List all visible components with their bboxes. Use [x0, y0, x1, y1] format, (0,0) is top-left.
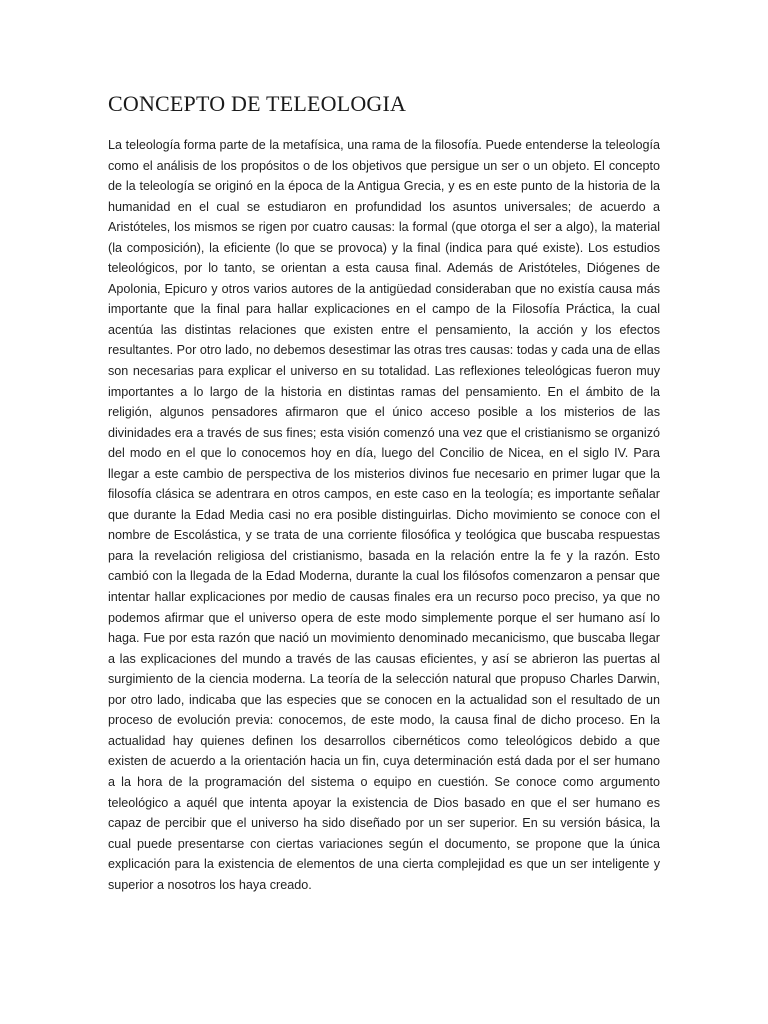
document-paragraph: La teleología forma parte de la metafísica, una rama de la filosofía. Puede entenderse la teleología como el análisis de los propósitos o de los objetivos que persigue un ser o un objeto. El concepto de la teleología se originó en la época de la Antigua Grecia, y es en este punto de la historia de la humanidad en el cual se estudiaron en profundidad los asuntos universales; de acuerdo a Aristóteles, los mismos se rigen por cuatro causas: la formal (que otorga el ser a algo), la material (la composición), la eficiente (lo que se provoca) y la final (indica para qué existe). Los estudios teleológicos, por lo tanto, se orientan a esta causa final. Además de Aristóteles, Diógenes de Apolonia, Epicuro y otros varios autores de la antigüedad consideraban que no existía causa más importante que la final para hallar explicaciones en el campo de la Filosofía Práctica, la cual acentúa las distintas relaciones que existen entre el pensamiento, la acción y los efectos resultantes. Por otro lado, no debemos desestimar las otras tres causas: todas y cada una de ellas son necesarias para explicar el universo en su totalidad. Las reflexiones teleológicas fueron muy importantes a lo largo de la historia en distintas ramas del pensamiento. En el ámbito de la religión, algunos pensadores afirmaron que el único acceso posible a los misterios de las divinidades era a través de sus fines; esta visión comenzó una vez que el cristianismo se organizó del modo en el que lo conocemos hoy en día, luego del Concilio de Nicea, en el siglo IV. Para llegar a este cambio de perspectiva de los misterios divinos fue necesario en primer lugar que la filosofía clásica se adentrara en otros campos, en este caso en la teología; es importante señalar que durante la Edad Media casi no era posible distinguirlas. Dicho movimiento se conoce con el nombre de Escolástica, y se trata de una corriente filosófica y teológica que buscaba respuestas para la revelación religiosa del cristianismo, basada en la relación entre la fe y la razón. Esto cambió con la llegada de la Edad Moderna, durante la cual los filósofos comenzaron a pensar que intentar hallar explicaciones por medio de causas finales era un recurso poco preciso, ya que no podemos afirmar que el universo opera de este modo simplemente porque el ser humano así lo haga. Fue por esta razón que nació un movimiento denominado mecanicismo, que buscaba llegar a las explicaciones del mundo a través de las causas eficientes, y así se abrieron las puertas al surgimiento de la ciencia moderna. La teoría de la selección natural que propuso Charles Darwin, por otro lado, indicaba que las especies que se conocen en la actualidad son el resultado de un proceso de evolución previa: conocemos, de este modo, la causa final de dicho proceso. En la actualidad hay quienes definen los desarrollos cibernéticos como teleológicos debido a que existen de acuerdo a la orientación hacia un fin, cuya determinación está dada por el ser humano a la hora de la programación del sistema o equipo en cuestión. Se conoce como argumento teleológico a aquél que intenta apoyar la existencia de Dios basado en que el ser humano es capaz de percibir que el universo ha sido diseñado por un ser superior. En su versión básica, la cual puede presentarse con ciertas variaciones según el documento, se propone que la única explicación para la existencia de elementos de una cierta complejidad es que un ser inteligente y superior a nosotros los haya creado.	[108, 138, 660, 892]
document-page	[108, 90, 660, 895]
document-title: CONCEPTO DE TELEOLOGIA	[108, 91, 407, 116]
